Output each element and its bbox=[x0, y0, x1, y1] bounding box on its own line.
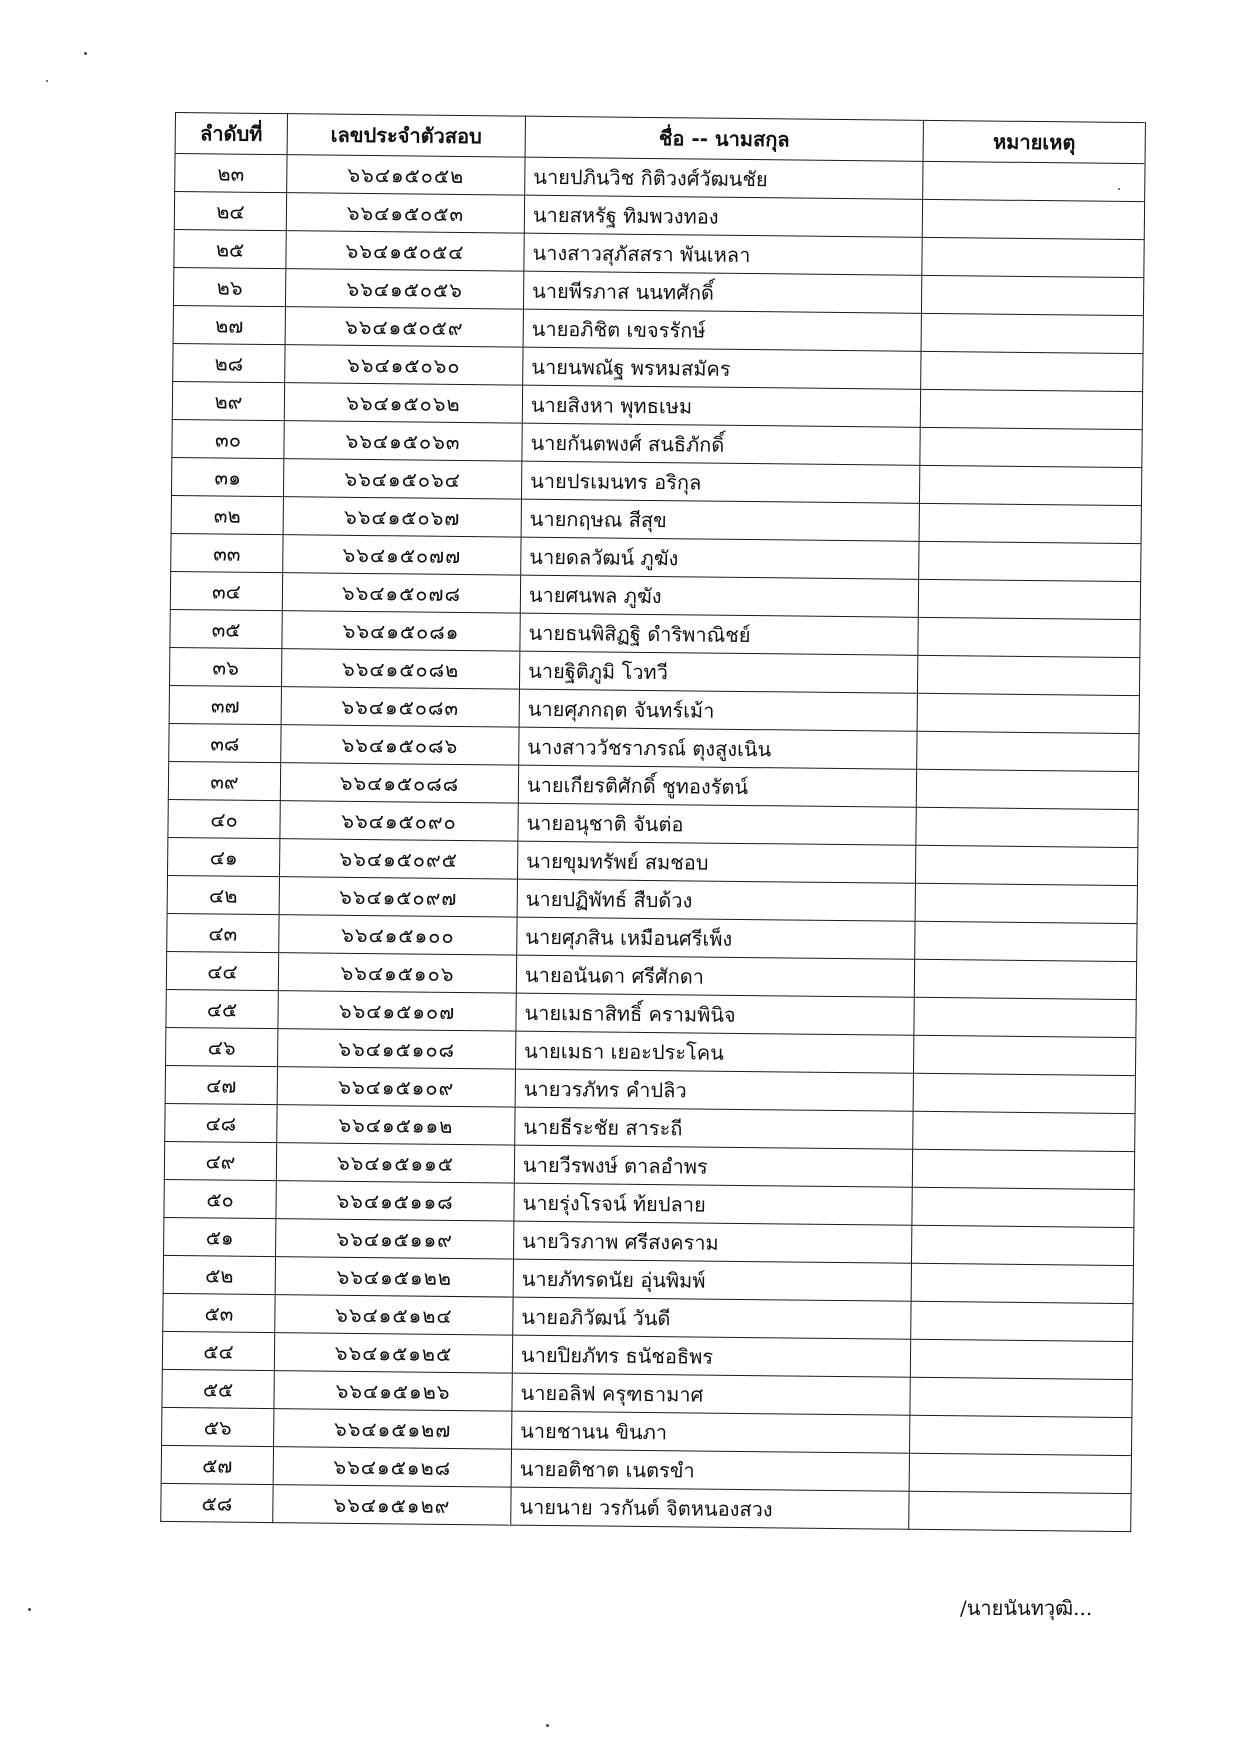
row-seq: ๔๕ bbox=[166, 989, 278, 1028]
row-seq: ๓๒ bbox=[171, 495, 283, 534]
row-full-name: นายนาย วรกันต์ จิตหนองสวง bbox=[511, 1487, 909, 1529]
row-remark bbox=[919, 541, 1141, 581]
row-full-name: นายปภินวิช กิติวงศ์วัฒนชัย bbox=[525, 157, 923, 199]
row-exam-id: ๖๖๔๑๕๑๐๙ bbox=[277, 1067, 515, 1107]
row-full-name: นายเมธา เยอะประโคน bbox=[515, 1031, 913, 1073]
row-full-name: นายปิยภัทร ธนัชอธิพร bbox=[512, 1335, 910, 1377]
row-seq: ๕๓ bbox=[163, 1293, 275, 1332]
row-full-name: นายอภิชิต เขจรรักษ์ bbox=[523, 309, 921, 351]
row-seq: ๕๖ bbox=[162, 1407, 274, 1446]
row-seq: ๒๕ bbox=[174, 229, 286, 268]
row-seq: ๓๖ bbox=[169, 647, 281, 686]
row-exam-id: ๖๖๔๑๕๑๒๙ bbox=[273, 1485, 511, 1525]
row-seq: ๓๑ bbox=[171, 457, 283, 496]
row-seq: ๒๙ bbox=[172, 381, 284, 420]
row-full-name: นายอลิฟ ครุฑธามาศ bbox=[512, 1373, 910, 1415]
row-seq: ๕๑ bbox=[164, 1217, 276, 1256]
row-exam-id: ๖๖๔๑๕๑๒๒ bbox=[275, 1257, 513, 1297]
row-full-name: นายสหรัฐ ทิมพวงทอง bbox=[524, 195, 922, 237]
row-seq: ๔๗ bbox=[165, 1065, 277, 1104]
row-exam-id: ๖๖๔๑๕๐๕๒ bbox=[287, 155, 525, 195]
row-exam-id: ๖๖๔๑๕๑๒๕ bbox=[274, 1333, 512, 1373]
row-full-name: นางสาววัชราภรณ์ ตุงสูงเนิน bbox=[519, 727, 917, 769]
row-remark bbox=[917, 693, 1139, 733]
row-seq: ๒๔ bbox=[174, 192, 286, 231]
row-full-name: นายภัทรดนัย อุ่นพิมพ์ bbox=[513, 1259, 911, 1301]
row-remark bbox=[921, 275, 1143, 315]
row-seq: ๓๓ bbox=[171, 533, 283, 572]
row-seq: ๒๖ bbox=[173, 267, 285, 306]
row-full-name: นายขุมทรัพย์ สมชอบ bbox=[517, 841, 915, 883]
row-remark bbox=[913, 1073, 1135, 1113]
row-full-name: นายปฏิพัทธ์ สืบด้วง bbox=[517, 879, 915, 921]
row-remark bbox=[922, 199, 1144, 239]
row-exam-id: ๖๖๔๑๕๑๑๙ bbox=[276, 1219, 514, 1259]
row-exam-id: ๖๖๔๑๕๐๙๕ bbox=[279, 839, 517, 879]
row-full-name: นายอภิวัฒน์ วันดี bbox=[513, 1297, 911, 1339]
row-seq: ๓๔ bbox=[170, 571, 282, 610]
row-seq: ๕๔ bbox=[162, 1331, 274, 1370]
row-full-name: นายธีระชัย สาระถี bbox=[515, 1107, 913, 1149]
row-exam-id: ๖๖๔๑๕๑๐๖ bbox=[278, 953, 516, 993]
row-remark bbox=[921, 313, 1143, 353]
row-full-name: นายอนุชาติ จันต่อ bbox=[518, 803, 916, 845]
row-remark bbox=[913, 1035, 1135, 1075]
row-full-name: นายเมธาสิทธิ์ ครามพินิจ bbox=[516, 993, 914, 1035]
row-full-name: นายชานน ขินภา bbox=[512, 1411, 910, 1453]
row-remark bbox=[909, 1415, 1131, 1455]
row-exam-id: ๖๖๔๑๕๐๖๗ bbox=[283, 497, 521, 537]
row-exam-id: ๖๖๔๑๕๐๘๖ bbox=[281, 725, 519, 765]
row-exam-id: ๖๖๔๑๕๐๘๓ bbox=[281, 687, 519, 727]
row-full-name: นายกันตพงศ์ สนธิภักดิ์ bbox=[522, 423, 920, 465]
row-seq: ๔๘ bbox=[165, 1103, 277, 1142]
row-exam-id: ๖๖๔๑๕๐๖๓ bbox=[284, 421, 522, 461]
row-remark bbox=[914, 959, 1136, 999]
row-full-name: นายรุ่งโรจน์ ท้ยปลาย bbox=[514, 1183, 912, 1225]
row-seq: ๕๒ bbox=[163, 1255, 275, 1294]
row-exam-id: ๖๖๔๑๕๐๘๘ bbox=[280, 763, 518, 803]
row-exam-id: ๖๖๔๑๕๐๗๘ bbox=[282, 573, 520, 613]
row-remark bbox=[910, 1339, 1132, 1379]
row-full-name: นายวีรพงษ์ ตาลอำพร bbox=[514, 1145, 912, 1187]
row-remark bbox=[922, 237, 1144, 277]
row-seq: ๓๘ bbox=[169, 723, 281, 762]
scan-speck bbox=[46, 80, 48, 82]
header-name: ชื่อ -- นามสกุล bbox=[525, 116, 923, 161]
scan-speck bbox=[28, 1608, 31, 1611]
table-body bbox=[161, 154, 1145, 1532]
row-exam-id: ๖๖๔๑๕๐๖๔ bbox=[283, 459, 521, 499]
row-exam-id: ๖๖๔๑๕๐๕๓ bbox=[286, 193, 524, 233]
row-remark bbox=[911, 1263, 1133, 1303]
row-remark bbox=[921, 351, 1143, 391]
row-remark bbox=[916, 807, 1138, 847]
scan-speck bbox=[546, 1724, 549, 1727]
row-full-name: นายศนพล ภูฆัง bbox=[520, 575, 918, 617]
row-seq: ๒๗ bbox=[173, 305, 285, 344]
row-seq: ๒๓ bbox=[175, 154, 287, 193]
row-seq: ๓๐ bbox=[172, 419, 284, 458]
row-seq: ๕๘ bbox=[161, 1483, 273, 1522]
row-exam-id: ๖๖๔๑๕๐๗๗ bbox=[283, 535, 521, 575]
row-remark bbox=[918, 617, 1140, 657]
row-exam-id: ๖๖๔๑๕๑๒๘ bbox=[273, 1447, 511, 1487]
row-remark bbox=[909, 1453, 1131, 1493]
row-exam-id: ๖๖๔๑๕๑๐๗ bbox=[278, 991, 516, 1031]
row-seq: ๓๙ bbox=[168, 761, 280, 800]
row-remark bbox=[917, 655, 1139, 695]
row-seq: ๔๖ bbox=[166, 1027, 278, 1066]
row-exam-id: ๖๖๔๑๕๑๒๗ bbox=[274, 1409, 512, 1449]
row-exam-id: ๖๖๔๑๕๐๙๗ bbox=[279, 877, 517, 917]
row-full-name: นายนพณัฐ พรหมสมัคร bbox=[523, 347, 921, 389]
row-full-name: นายศุภกฤต จันทร์เม้า bbox=[519, 689, 917, 731]
row-exam-id: ๖๖๔๑๕๑๐๐ bbox=[279, 915, 517, 955]
row-full-name: นายธนพิสิฏฐิ ดำริพาณิชย์ bbox=[520, 613, 918, 655]
row-exam-id: ๖๖๔๑๕๑๒๖ bbox=[274, 1371, 512, 1411]
row-remark bbox=[915, 921, 1137, 961]
row-full-name: นายวิรภาพ ศรีสงคราม bbox=[514, 1221, 912, 1263]
continuation-note: /นายนันทวุฒิ... bbox=[960, 1596, 1093, 1620]
exam-roster-table bbox=[160, 112, 1146, 1532]
row-full-name: นางสาวสุภัสสรา พันเหลา bbox=[524, 233, 922, 275]
row-full-name: นายอติชาต เนตรขำ bbox=[511, 1449, 909, 1491]
row-remark bbox=[913, 1111, 1135, 1151]
row-exam-id: ๖๖๔๑๕๐๕๖ bbox=[285, 269, 523, 309]
row-seq: ๔๐ bbox=[168, 799, 280, 838]
row-remark bbox=[912, 1187, 1134, 1227]
row-exam-id: ๖๖๔๑๕๑๑๒ bbox=[277, 1105, 515, 1145]
row-full-name: นายศุภสิน เหมือนศรีเพ็ง bbox=[517, 917, 915, 959]
row-seq: ๔๑ bbox=[168, 837, 280, 876]
row-remark bbox=[915, 883, 1137, 923]
row-exam-id: ๖๖๔๑๕๐๕๔ bbox=[286, 231, 524, 271]
row-remark bbox=[915, 845, 1137, 885]
row-seq: ๕๕ bbox=[162, 1369, 274, 1408]
row-seq: ๔๙ bbox=[164, 1141, 276, 1180]
row-remark bbox=[919, 465, 1141, 505]
row-full-name: นายวรภัทร คำปลิว bbox=[515, 1069, 913, 1111]
row-seq: ๔๓ bbox=[167, 913, 279, 952]
header-seq: ลำดับที่ bbox=[175, 113, 287, 155]
row-remark bbox=[918, 579, 1140, 619]
row-seq: ๔๔ bbox=[166, 951, 278, 990]
row-exam-id: ๖๖๔๑๕๑๐๘ bbox=[278, 1029, 516, 1069]
row-remark bbox=[914, 997, 1136, 1037]
row-seq: ๕๗ bbox=[161, 1445, 273, 1484]
row-seq: ๓๕ bbox=[170, 609, 282, 648]
row-full-name: นายเกียรติศักดิ์ ชูทองรัตน์ bbox=[518, 765, 916, 807]
row-remark bbox=[920, 427, 1142, 467]
row-remark bbox=[909, 1491, 1131, 1531]
row-seq: ๒๘ bbox=[173, 343, 285, 382]
row-remark bbox=[911, 1301, 1133, 1341]
row-exam-id: ๖๖๔๑๕๑๑๘ bbox=[276, 1181, 514, 1221]
row-remark bbox=[917, 731, 1139, 771]
row-full-name: นายปรเมนทร อริกุล bbox=[521, 461, 919, 503]
header-note: หมายเหตุ bbox=[923, 120, 1145, 163]
row-exam-id: ๖๖๔๑๕๐๙๐ bbox=[280, 801, 518, 841]
row-seq: ๔๒ bbox=[167, 875, 279, 914]
row-exam-id: ๖๖๔๑๕๐๖๒ bbox=[284, 383, 522, 423]
row-exam-id: ๖๖๔๑๕๐๘๒ bbox=[281, 649, 519, 689]
header-id: เลขประจำตัวสอบ bbox=[287, 114, 525, 157]
row-remark bbox=[920, 389, 1142, 429]
scan-speck bbox=[84, 52, 87, 55]
row-exam-id: ๖๖๔๑๕๑๑๕ bbox=[276, 1143, 514, 1183]
row-remark bbox=[916, 769, 1138, 809]
row-full-name: นายพีรภาส นนทศักดิ์ bbox=[523, 271, 921, 313]
row-full-name: นายดลวัฒน์ ภูฆัง bbox=[521, 537, 919, 579]
row-full-name: นายสิงหา พุทธเษม bbox=[522, 385, 920, 427]
row-remark bbox=[923, 161, 1145, 201]
row-full-name: นายกฤษณ สีสุข bbox=[521, 499, 919, 541]
row-exam-id: ๖๖๔๑๕๑๒๔ bbox=[275, 1295, 513, 1335]
row-exam-id: ๖๖๔๑๕๐๕๙ bbox=[285, 307, 523, 347]
row-exam-id: ๖๖๔๑๕๐๖๐ bbox=[285, 345, 523, 385]
row-seq: ๕๐ bbox=[164, 1179, 276, 1218]
row-exam-id: ๖๖๔๑๕๐๘๑ bbox=[282, 611, 520, 651]
row-remark bbox=[919, 503, 1141, 543]
row-full-name: นายอนันดา ศรีศักดา bbox=[516, 955, 914, 997]
row-seq: ๓๗ bbox=[169, 685, 281, 724]
document-sheet bbox=[160, 112, 1145, 1532]
row-remark bbox=[910, 1377, 1132, 1417]
row-full-name: นายฐิติภูมิ โวทวี bbox=[519, 651, 917, 693]
row-remark bbox=[911, 1225, 1133, 1265]
row-remark bbox=[912, 1149, 1134, 1189]
